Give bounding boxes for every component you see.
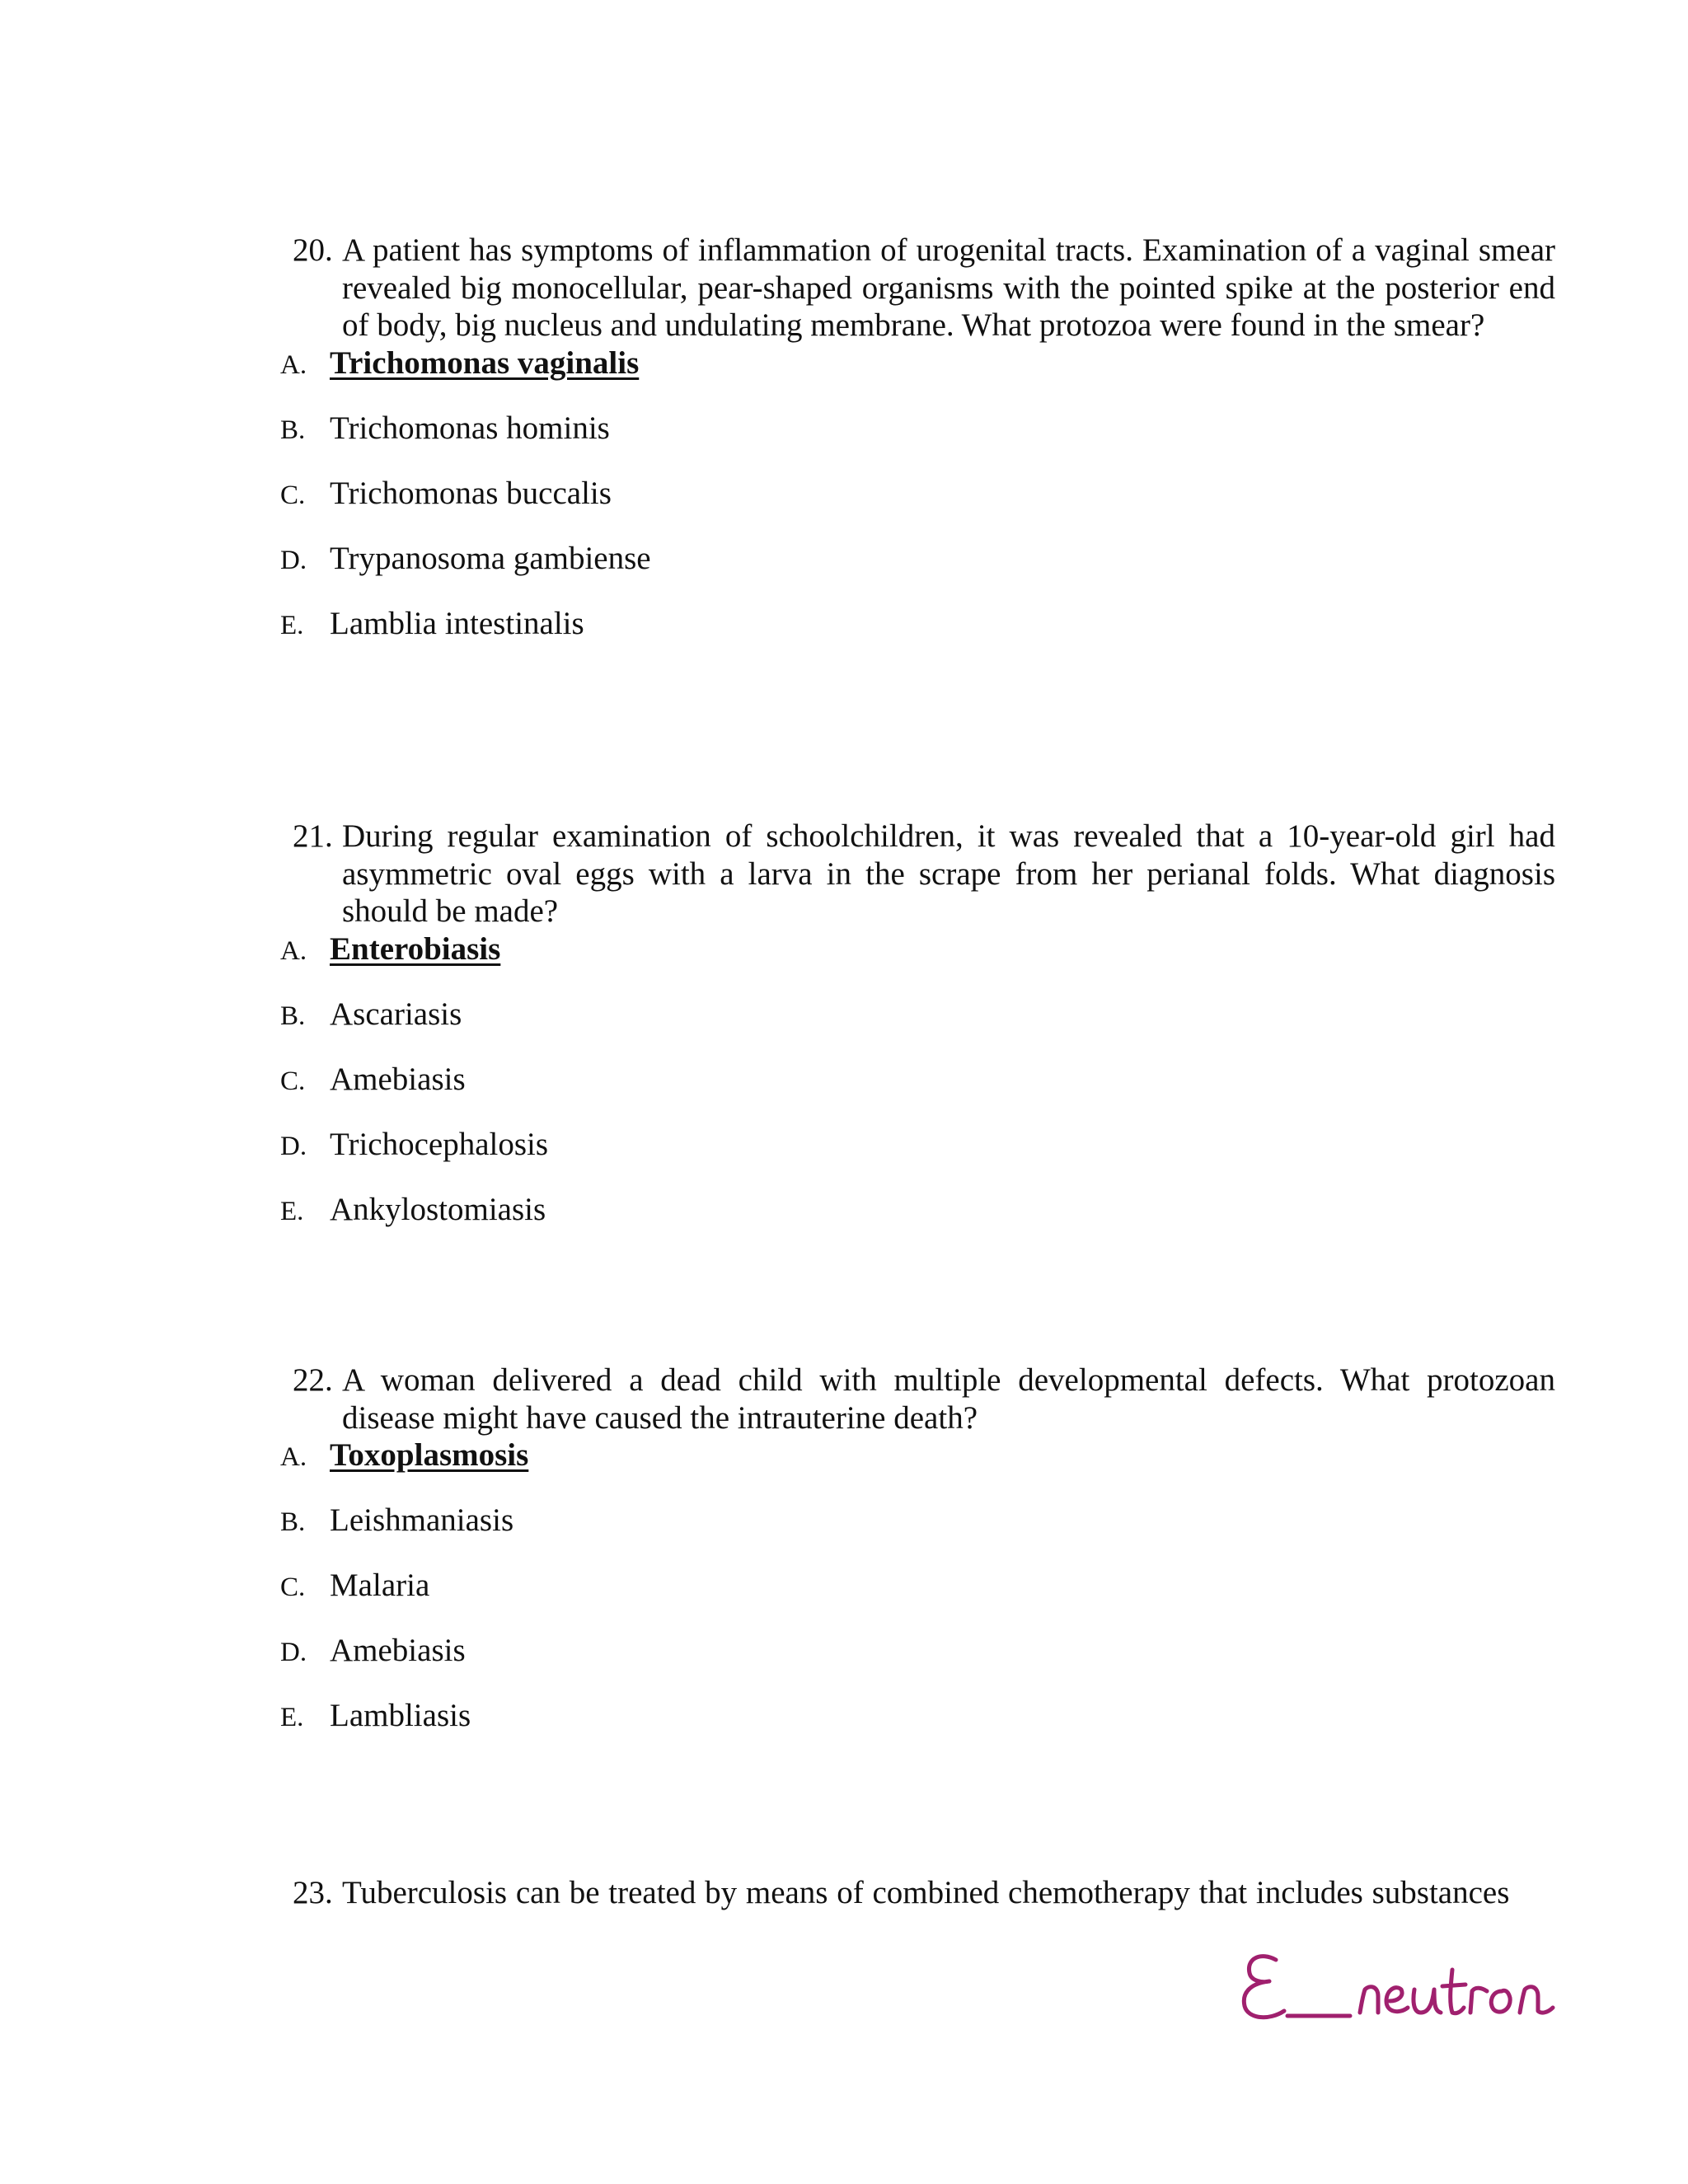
option-letter: B. — [280, 1001, 306, 1031]
question-text: Tuberculosis can be treated by means of combined chemotherapy that includes substances — [342, 1875, 1510, 1910]
correct-answer-text: Enterobiasis — [330, 930, 501, 967]
option-letter: A. — [280, 935, 307, 966]
option-c[interactable] — [280, 475, 1543, 512]
question-stem — [293, 1361, 1555, 1436]
option-e[interactable] — [280, 1191, 1543, 1228]
option-letter: D. — [280, 1638, 307, 1667]
option-text: Lambliasis — [330, 1698, 471, 1733]
question-stem — [293, 1874, 1555, 1912]
e-neutron-watermark-logo — [1236, 1937, 1562, 2036]
option-d[interactable] — [280, 1126, 1543, 1163]
question-number: 21. — [293, 818, 333, 854]
answer-options — [280, 930, 1543, 1228]
question-stem — [293, 232, 1555, 344]
question-23 — [293, 1874, 1555, 1912]
option-letter: C. — [280, 1572, 306, 1602]
option-text: Amebiasis — [330, 1061, 466, 1097]
option-text: Amebiasis — [330, 1633, 466, 1668]
question-text: A woman delivered a dead child with multiple developmental defects. What protozoan disease might have caused the intrauterine death? — [342, 1362, 1555, 1436]
option-letter: C. — [280, 1066, 306, 1096]
answer-options — [280, 1436, 1543, 1734]
option-letter: B. — [280, 415, 306, 445]
option-a[interactable] — [280, 1436, 1543, 1474]
option-letter: A. — [280, 1442, 307, 1472]
option-b[interactable] — [280, 1502, 1543, 1539]
option-text: Ascariasis — [330, 996, 462, 1032]
option-e[interactable] — [280, 605, 1543, 642]
option-d[interactable] — [280, 540, 1543, 577]
option-letter: E. — [280, 1196, 304, 1226]
question-21 — [280, 818, 1555, 1256]
option-letter: C. — [280, 480, 306, 510]
option-b[interactable] — [280, 410, 1543, 447]
option-d[interactable] — [280, 1632, 1543, 1669]
option-c[interactable] — [280, 1567, 1543, 1604]
option-text: Trichocephalosis — [330, 1126, 549, 1162]
question-text: During regular examination of schoolchildren, it was revealed that a 10-year-old girl had asymmetric oval eggs with a larva in the scrape from her perianal folds. What diagnosis should be made? — [342, 818, 1555, 929]
option-e[interactable] — [280, 1697, 1543, 1734]
option-letter: D. — [280, 545, 307, 575]
option-letter: B. — [280, 1507, 306, 1537]
correct-answer-text: Trichomonas vaginalis — [330, 344, 640, 381]
question-number: 23. — [293, 1875, 333, 1910]
watermark-signature — [1244, 1957, 1553, 2018]
option-text: Trichomonas hominis — [330, 410, 610, 446]
answer-options — [280, 344, 1543, 642]
option-letter: A. — [280, 349, 307, 380]
option-a[interactable] — [280, 344, 1543, 382]
option-letter: D. — [280, 1131, 307, 1161]
option-text: Ankylostomiasis — [330, 1191, 546, 1227]
option-text: Malaria — [330, 1568, 430, 1603]
option-text: Leishmaniasis — [330, 1502, 514, 1538]
option-letter: E. — [280, 1703, 304, 1732]
option-text: Trichomonas buccalis — [330, 475, 612, 511]
option-text: Trypanosoma gambiense — [330, 540, 651, 576]
correct-answer-text: Toxoplasmosis — [330, 1437, 529, 1473]
question-text: A patient has symptoms of inflammation of urogenital tracts. Examination of a vaginal smear revealed big monocellular, pear-shaped organisms with the pointed spike at the posterior end of body, big nucleus and undulating membrane. What protozoa were found in the smear? — [342, 232, 1555, 343]
option-b[interactable] — [280, 996, 1543, 1033]
option-letter: E. — [280, 610, 304, 640]
question-stem — [293, 818, 1555, 930]
question-22 — [280, 1361, 1555, 1762]
option-a[interactable] — [280, 930, 1543, 968]
question-number: 22. — [293, 1362, 333, 1398]
option-c[interactable] — [280, 1061, 1543, 1098]
question-number: 20. — [293, 232, 333, 268]
option-text: Lamblia intestinalis — [330, 605, 584, 641]
question-20 — [280, 232, 1555, 670]
